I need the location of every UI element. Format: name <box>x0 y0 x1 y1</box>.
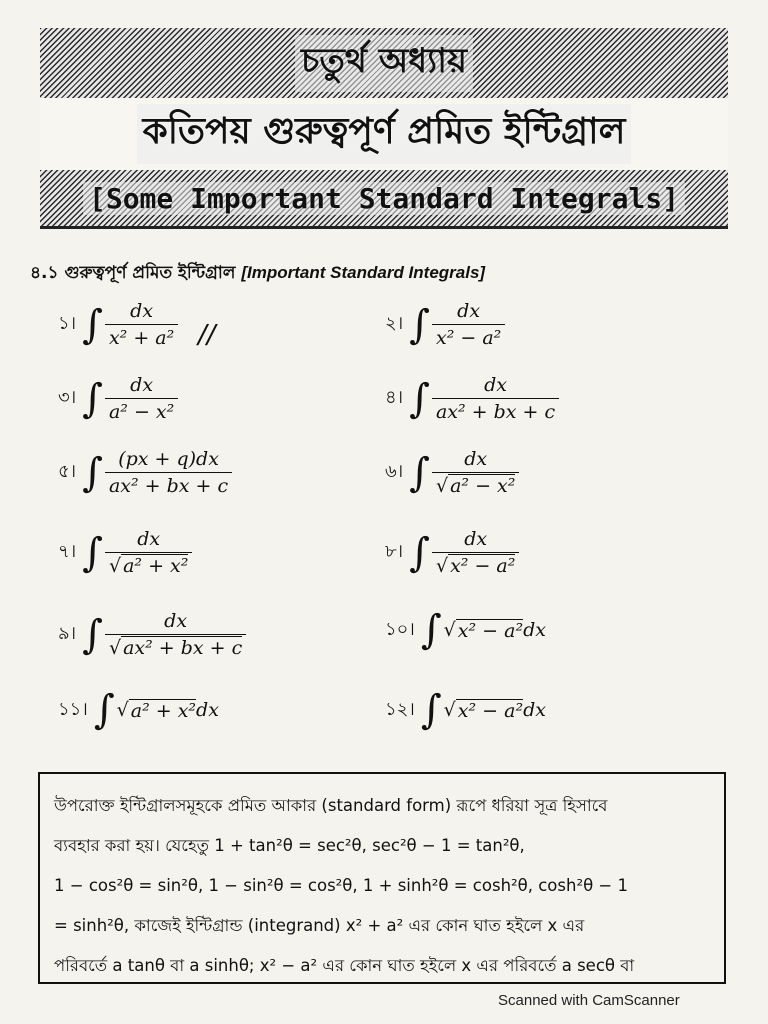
fraction <box>105 528 192 577</box>
formula-3 <box>58 374 178 423</box>
numerator: dx <box>464 448 488 470</box>
note-line: উপরোক্ত ইন্টিগ্রালসমূহকে প্রমিত আকার (standard form) রূপে ধরিয়া সূত্র হিসাবে <box>54 796 608 815</box>
radicand: a² − x² <box>450 475 516 497</box>
sqrt-icon: √ <box>116 699 129 721</box>
formula-1 <box>58 300 178 349</box>
denominator: ax² + bx + c <box>105 472 232 497</box>
formula-number: ৫। <box>58 461 77 482</box>
note-line: = sinh²θ, কাজেই ইন্টিগ্রান্ড (integrand) x² + a² এর কোন ঘাত হইলে x এর <box>54 916 585 935</box>
numerator: dx <box>130 374 154 396</box>
formula-5 <box>58 448 232 497</box>
chapter-text: চতুর্থ অধ্যায় <box>295 35 473 92</box>
integral-sign: ∫ <box>82 449 103 496</box>
integral-sign: ∫ <box>93 687 115 733</box>
formula-4 <box>385 374 559 423</box>
formula-8 <box>385 528 519 577</box>
formula-number: ৮। <box>385 541 404 562</box>
note-line: 1 − cos²θ = sin²θ, 1 − sin²θ = cos²θ, 1 + sinh²θ = cosh²θ, cosh²θ − 1 <box>54 876 628 895</box>
sqrt-icon: √ <box>435 555 449 577</box>
fraction <box>432 300 505 349</box>
note-line: ব্যবহার করা হয়। যেহেতু 1 + tan²θ = sec²θ, sec²θ − 1 = tan²θ, <box>54 836 525 855</box>
chapter-heading <box>40 28 728 98</box>
integral-sign: ∫ <box>82 301 103 348</box>
formula-number: ৪। <box>385 387 404 408</box>
differential: dx <box>523 699 546 721</box>
formula-6 <box>385 448 519 497</box>
differential: dx <box>196 699 219 721</box>
denominator: x² − a² <box>432 324 505 349</box>
note-line: পরিবর্তে a tanθ বা a sinhθ; x² − a² এর কোন ঘাত হইলে x এর পরিবর্তে a secθ বা <box>54 956 635 975</box>
numerator: dx <box>484 374 507 396</box>
formula-2 <box>385 300 505 349</box>
integral-sign: ∫ <box>409 529 430 576</box>
integral-sign: ∫ <box>82 611 103 658</box>
integral-sign: ∫ <box>420 687 442 733</box>
denominator <box>105 552 192 577</box>
radicand: x² − a² <box>450 555 516 577</box>
formula-number: ৯। <box>58 623 77 644</box>
formula-12 <box>385 687 546 733</box>
formula-number: ৭। <box>58 541 77 562</box>
radicand: ax² + bx + c <box>123 637 243 659</box>
radicand: a² + x² <box>123 555 189 577</box>
sqrt-icon: √ <box>435 475 449 497</box>
sqrt-icon: √ <box>443 699 456 721</box>
denominator: x² + a² <box>105 324 178 349</box>
section-title-english: [Important Standard Integrals] <box>241 263 486 282</box>
integral-sign: ∫ <box>82 529 103 576</box>
numerator: dx <box>464 528 488 550</box>
radicand: x² − a² <box>457 619 524 642</box>
formula-number: ১০। <box>385 618 415 640</box>
integral-sign: ∫ <box>82 375 103 422</box>
formula-number: ১১। <box>58 698 88 720</box>
denominator: ax² + bx + c <box>432 398 559 423</box>
chapter-title-english <box>40 170 728 226</box>
formula-number: ৩। <box>58 387 77 408</box>
formula-number: ১২। <box>385 698 415 720</box>
fraction <box>432 374 559 423</box>
denominator <box>105 634 246 659</box>
section-title: ৪.১ গুরুত্বপূর্ণ প্রমিত ইন্টিগ্রাল <box>30 263 236 283</box>
differential: dx <box>523 619 546 641</box>
formula-number: ২। <box>385 313 404 334</box>
chapter-title-bengali <box>40 98 728 170</box>
numerator: dx <box>457 300 481 322</box>
formula-9 <box>58 610 246 659</box>
numerator: (px + q)dx <box>118 448 219 470</box>
formula-11 <box>58 687 219 733</box>
sqrt-icon: √ <box>108 637 122 659</box>
header-divider <box>40 226 728 229</box>
title-en-text: [Some Important Standard Integrals] <box>83 182 685 215</box>
radicand: a² + x² <box>130 699 197 722</box>
denominator: a² − x² <box>105 398 178 423</box>
fraction <box>432 528 519 577</box>
section-heading <box>30 260 485 288</box>
sqrt-icon: √ <box>443 619 456 641</box>
scanner-watermark: Scanned with CamScanner <box>498 992 680 1009</box>
integral-sign: ∫ <box>409 375 430 422</box>
denominator <box>432 472 519 497</box>
margin-mark: // <box>198 320 216 350</box>
title-bn-text: কতিপয় গুরুত্বপূর্ণ প্রমিত ইন্টিগ্রাল <box>137 104 632 164</box>
denominator <box>432 552 519 577</box>
integral-sign: ∫ <box>409 301 430 348</box>
fraction <box>105 610 246 659</box>
formula-7 <box>58 528 192 577</box>
integral-sign: ∫ <box>420 607 442 653</box>
numerator: dx <box>164 610 188 632</box>
note-box <box>38 772 726 984</box>
radicand: x² − a² <box>457 699 524 722</box>
formula-number: ১। <box>58 313 77 334</box>
numerator: dx <box>130 300 154 322</box>
sqrt-icon: √ <box>108 555 122 577</box>
integral-sign: ∫ <box>409 449 430 496</box>
fraction <box>432 448 519 497</box>
formula-10 <box>385 607 546 653</box>
fraction <box>105 448 232 497</box>
fraction <box>105 300 178 349</box>
fraction <box>105 374 178 423</box>
formula-number: ৬। <box>385 461 404 482</box>
numerator: dx <box>137 528 161 550</box>
